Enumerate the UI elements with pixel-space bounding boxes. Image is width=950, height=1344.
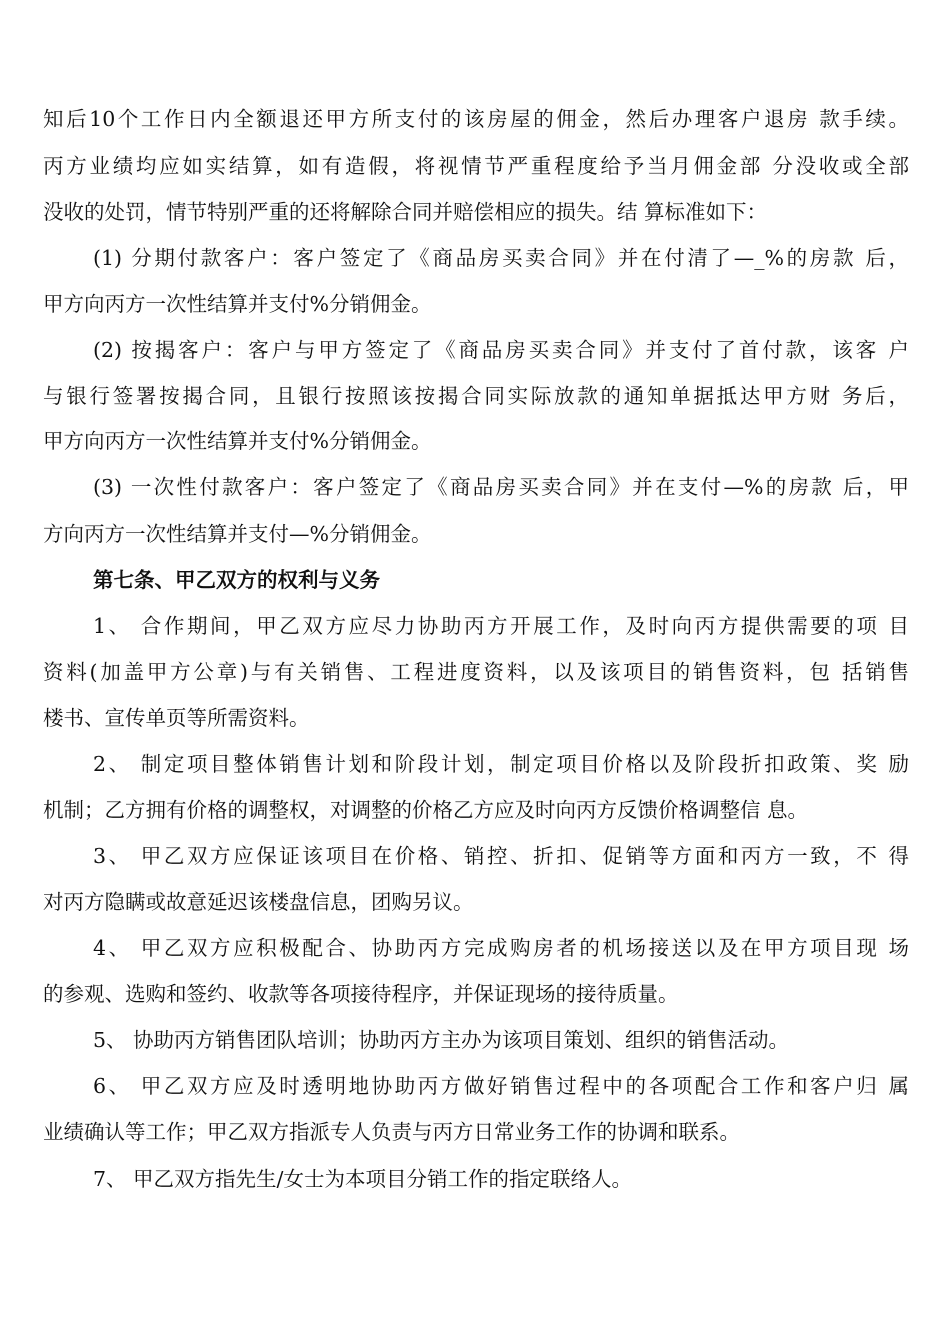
paragraph-line: 3、 甲乙双方应保证该项目在价格、销控、折扣、促销等方面和丙方一致，不 得 (93, 844, 909, 868)
paragraph-line: 业绩确认等工作；甲乙双方指派专人负责与丙方日常业务工作的协调和联系。 (43, 1120, 740, 1144)
paragraph-line: 6、 甲乙双方应及时透明地协助丙方做好销售过程中的各项配合工作和客户归 属 (93, 1074, 909, 1098)
paragraph-line: 丙方业绩均应如实结算，如有造假，将视情节严重程度给予当月佣金部 分没收或全部 (43, 154, 909, 178)
paragraph-line: 2、 制定项目整体销售计划和阶段计划，制定项目价格以及阶段折扣政策、奖 励 (93, 752, 909, 776)
paragraph-line: 7、 甲乙双方指先生/女士为本项目分销工作的指定联络人。 (93, 1167, 632, 1191)
paragraph-line: 甲方向丙方一次性结算并支付%分销佣金。 (43, 429, 432, 453)
paragraph-line: (1) 分期付款客户：客户签定了《商品房买卖合同》并在付清了—_%的房款 后， (93, 246, 909, 270)
paragraph-line: 1、 合作期间，甲乙双方应尽力协助丙方开展工作，及时向丙方提供需要的项 目 (93, 614, 909, 638)
section-heading: 第七条、甲乙双方的权利与义务 (93, 568, 380, 592)
paragraph-line: 知后10个工作日内全额退还甲方所支付的该房屋的佣金，然后办理客户退房 款手续。 (43, 107, 909, 131)
paragraph-line: 没收的处罚，情节特别严重的还将解除合同并赔偿相应的损失。结 算标准如下： (43, 200, 768, 224)
paragraph-line: (3) 一次性付款客户：客户签定了《商品房买卖合同》并在支付—%的房款 后，甲 (93, 475, 909, 499)
paragraph-line: 甲方向丙方一次性结算并支付%分销佣金。 (43, 292, 432, 316)
paragraph-line: 与银行签署按揭合同，且银行按照该按揭合同实际放款的通知单据抵达甲方财 务后， (43, 384, 909, 408)
paragraph-line: 对丙方隐瞒或故意延迟该楼盘信息，团购另议。 (43, 890, 474, 914)
paragraph-line: 4、 甲乙双方应积极配合、协助丙方完成购房者的机场接送以及在甲方项目现 场 (93, 936, 909, 960)
paragraph-line: (2) 按揭客户：客户与甲方签定了《商品房买卖合同》并支付了首付款，该客 户 (93, 338, 909, 362)
paragraph-line: 方向丙方一次性结算并支付—%分销佣金。 (43, 522, 432, 546)
paragraph-line: 资料(加盖甲方公章)与有关销售、工程进度资料，以及该项目的销售资料，包 括销售 (43, 660, 909, 684)
paragraph-line: 机制；乙方拥有价格的调整权，对调整的价格乙方应及时向丙方反馈价格调整信 息。 (43, 798, 809, 822)
paragraph-line: 的参观、选购和签约、收款等各项接待程序，并保证现场的接待质量。 (43, 982, 679, 1006)
paragraph-line: 5、 协助丙方销售团队培训；协助丙方主办为该项目策划、组织的销售活动。 (93, 1028, 790, 1052)
paragraph-line: 楼书、宣传单页等所需资料。 (43, 706, 310, 730)
